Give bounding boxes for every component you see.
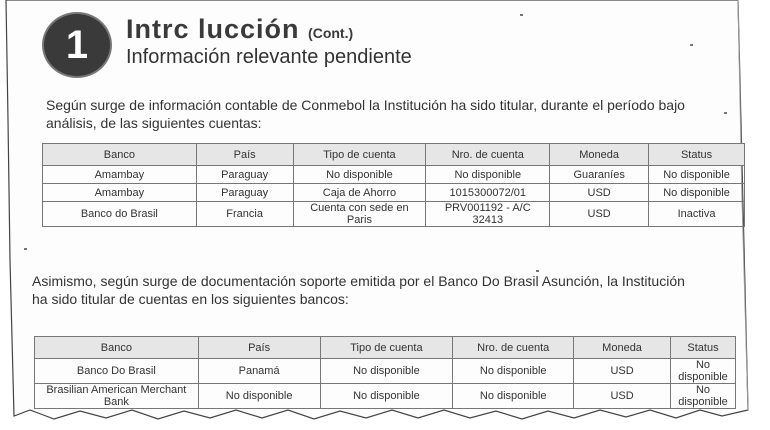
cell-nro: No disponible	[426, 166, 550, 184]
cell-status: No disponible	[649, 166, 745, 184]
column-header: Nro. de cuenta	[453, 337, 574, 359]
cell-tipo: No disponible	[320, 384, 453, 409]
cell-nro: No disponible	[453, 384, 574, 409]
cell-nro-line: 32413	[472, 214, 504, 226]
cell-pais: Francia	[196, 202, 293, 227]
cell-banco: Banco Do Brasil	[35, 359, 199, 384]
column-header: País	[196, 144, 293, 166]
page-title	[126, 14, 353, 45]
table-row	[35, 359, 736, 384]
table-row	[43, 184, 745, 202]
paragraph-line: análisis, de las siguientes cuentas:	[46, 115, 262, 131]
cell-tipo: No disponible	[320, 359, 453, 384]
cell-nro: No disponible	[453, 359, 574, 384]
table-row	[35, 384, 736, 409]
cell-tipo: No disponible	[293, 166, 426, 184]
column-header: Status	[649, 144, 745, 166]
cell-pais: No disponible	[198, 384, 320, 409]
column-header: Banco	[35, 337, 199, 359]
cell-banco-line: Bank	[103, 396, 129, 408]
column-header: Tipo de cuenta	[293, 144, 426, 166]
cell-nro: 1015300072/01	[426, 184, 550, 202]
cell-banco	[35, 384, 199, 409]
table-row	[43, 166, 745, 184]
section-number-badge	[44, 14, 110, 76]
cell-tipo: Caja de Ahorro	[293, 184, 426, 202]
cell-status: No disponible	[670, 384, 735, 409]
column-header: Banco	[43, 144, 197, 166]
cell-nro	[426, 202, 550, 227]
paragraph-line: Según surge de información contable de Conmebol la Institución ha sido titular, durante el período bajo	[46, 97, 685, 113]
title-suffix: (Cont.)	[308, 25, 354, 41]
cell-moneda: Guaraníes	[550, 166, 649, 184]
cell-nro-line: PRV001192 - A/C	[444, 202, 531, 214]
bank-accounts-table	[34, 336, 736, 409]
cell-moneda: USD	[550, 184, 649, 202]
cell-pais: Paraguay	[196, 184, 293, 202]
paragraph-line: ha sido titular de cuentas en los siguientes bancos:	[32, 291, 349, 307]
accounts-table	[42, 143, 745, 227]
cell-tipo: Cuenta con sede en Paris	[293, 202, 426, 227]
cell-status: Inactiva	[649, 202, 745, 227]
cell-status: No disponible	[649, 184, 745, 202]
cell-pais: Paraguay	[196, 166, 293, 184]
cell-banco-line: Brasilian American Merchant	[46, 384, 187, 396]
cell-banco: Amambay	[43, 184, 197, 202]
badge-number: 1	[65, 22, 89, 67]
second-paragraph	[32, 272, 685, 308]
column-header: País	[198, 337, 320, 359]
paragraph-line: Asimismo, según surge de documentación soporte emitida por el Banco Do Brasil Asunción, la Institución	[32, 273, 685, 289]
cell-moneda: USD	[574, 359, 671, 384]
cell-moneda: USD	[550, 202, 649, 227]
cell-banco: Banco do Brasil	[43, 202, 197, 227]
title-text: Intrc lucción	[126, 14, 300, 44]
cell-pais: Panamá	[198, 359, 320, 384]
table-header-row	[35, 337, 736, 359]
intro-paragraph	[46, 96, 685, 132]
column-header: Status	[670, 337, 735, 359]
column-header: Moneda	[574, 337, 671, 359]
page-subtitle: Información relevante pendiente	[126, 46, 412, 68]
table-header-row	[43, 144, 745, 166]
cell-moneda: USD	[574, 384, 671, 409]
column-header: Nro. de cuenta	[426, 144, 550, 166]
column-header: Tipo de cuenta	[320, 337, 453, 359]
table-row	[43, 202, 745, 227]
column-header: Moneda	[550, 144, 649, 166]
cell-status: No disponible	[670, 359, 735, 384]
cell-banco: Amambay	[43, 166, 197, 184]
